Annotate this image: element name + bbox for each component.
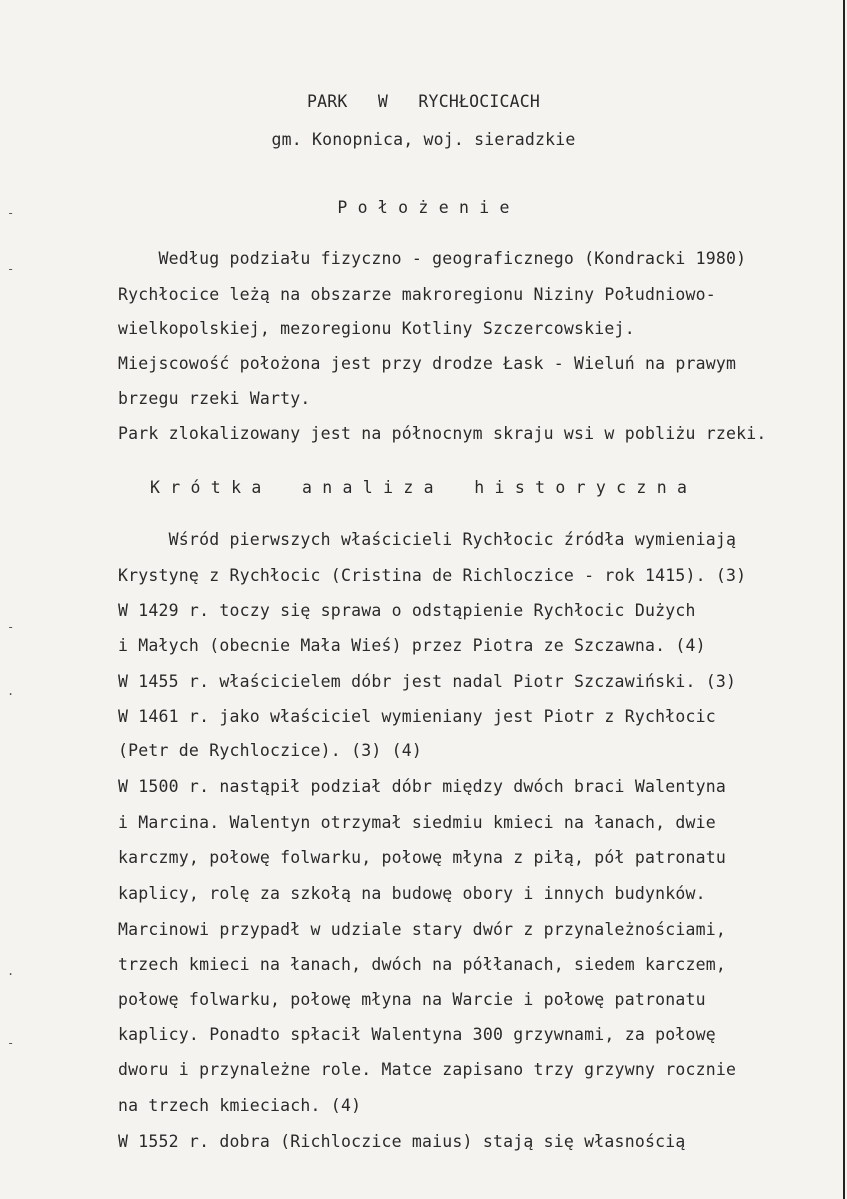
text-line: Miejscowość położona jest przy drodze Łask - Wieluń na prawym xyxy=(118,354,737,373)
margin-mark: . xyxy=(7,684,15,698)
text-line: Krystynę z Rychłocic (Cristina de Richloczice - rok 1415). (3) xyxy=(118,566,747,585)
text-line: Park zlokalizowany jest na północnym skraju wsi w pobliżu rzeki. xyxy=(118,424,767,443)
text-line: Rychłocice leżą na obszarze makroregionu Niziny Południowo- xyxy=(118,285,716,304)
page-subtitle: gm. Konopnica, woj. sieradzkie xyxy=(271,130,576,149)
text-line: na trzech kmieciach. (4) xyxy=(118,1096,362,1115)
text-line: brzegu rzeki Warty. xyxy=(118,389,311,408)
margin-mark: - xyxy=(7,1036,15,1050)
margin-mark: - xyxy=(7,262,15,276)
text-line: połowę folwarku, połowę młyna na Warcie i połowę patronatu xyxy=(118,990,706,1009)
text-line: Według podziału fizyczno - geograficznego (Kondracki 1980) xyxy=(118,249,747,268)
text-line: dworu i przynależne role. Matce zapisano trzy grzywny rocznie xyxy=(118,1060,737,1079)
text-line: W 1500 r. nastąpił podział dóbr między dwóch braci Walentyna xyxy=(118,777,727,796)
section-heading: K r ó t k a a n a l i z a h i s t o r y c z n a xyxy=(150,478,688,497)
page-border xyxy=(843,0,845,1199)
text-line: wielkopolskiej, mezoregionu Kotliny Szczercowskiej. xyxy=(118,319,635,338)
text-line: W 1455 r. właścicielem dóbr jest nadal Piotr Szczawiński. (3) xyxy=(118,672,737,691)
text-line: kaplicy. Ponadto spłacił Walentyna 300 grzywnami, za połowę xyxy=(118,1025,716,1044)
margin-mark: . xyxy=(7,964,15,978)
section-heading: P o ł o ż e n i e xyxy=(337,198,510,217)
text-line: Wśród pierwszych właścicieli Rychłocic źródła wymieniają xyxy=(118,530,737,549)
text-line: W 1461 r. jako właściciel wymieniany jest Piotr z Rychłocic xyxy=(118,707,716,726)
text-line: kaplicy, rolę za szkołą na budowę obory i innych budynków. xyxy=(118,884,706,903)
text-line: W 1429 r. toczy się sprawa o odstąpienie Rychłocic Dużych xyxy=(118,601,696,620)
margin-mark: - xyxy=(7,620,15,634)
page-title: PARK W RYCHŁOCICACH xyxy=(306,92,541,111)
text-line: trzech kmieci na łanach, dwóch na półłanach, siedem karczem, xyxy=(118,955,727,974)
text-line: i Małych (obecnie Mała Wieś) przez Piotra ze Szczawna. (4) xyxy=(118,636,706,655)
text-line: Marcinowi przypadł w udziale stary dwór z przynależnościami, xyxy=(118,920,727,939)
text-line: (Petr de Rychloczice). (3) (4) xyxy=(118,741,423,760)
text-line: W 1552 r. dobra (Richloczice maius) stają się własnością xyxy=(118,1132,686,1151)
text-line: karczmy, połowę folwarku, połowę młyna z piłą, pół patronatu xyxy=(118,848,727,867)
margin-mark: - xyxy=(7,206,15,220)
text-line: i Marcina. Walentyn otrzymał siedmiu kmieci na łanach, dwie xyxy=(118,813,716,832)
